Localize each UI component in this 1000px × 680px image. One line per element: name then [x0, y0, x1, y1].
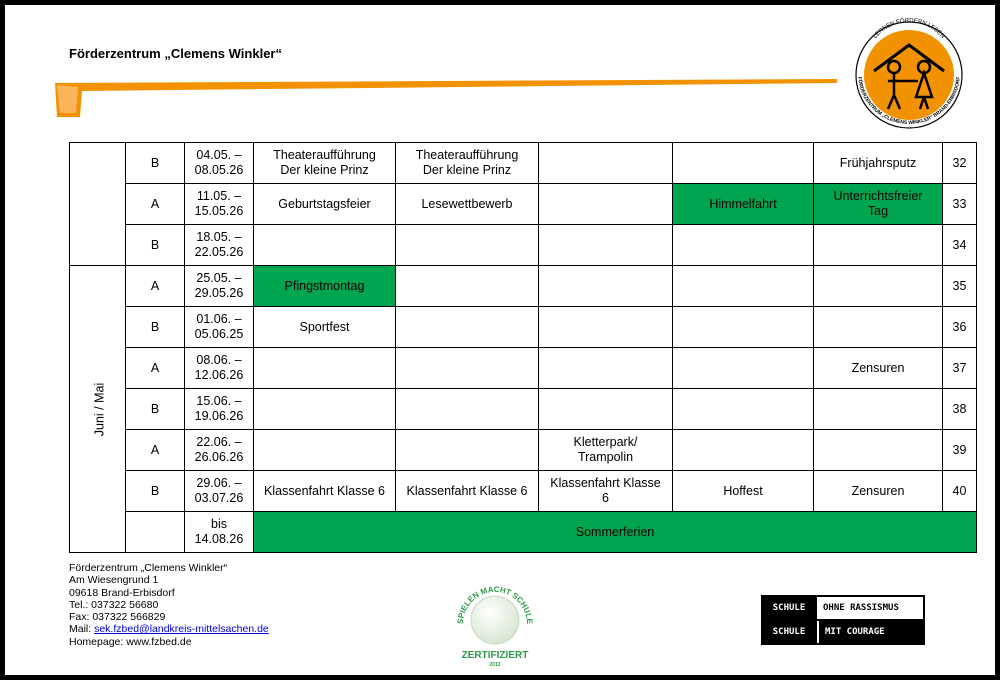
school-logo [848, 11, 970, 133]
event-cell: Theateraufführung Der kleine Prinz [396, 143, 539, 184]
event-cell [814, 307, 943, 348]
footer-address [69, 562, 269, 648]
event-cell [539, 266, 673, 307]
week-number-cell: 33 [943, 184, 977, 225]
event-cell: Kletterpark/ Trampolin [539, 430, 673, 471]
event-cell: Theateraufführung Der kleine Prinz [254, 143, 396, 184]
week-number-cell: 32 [943, 143, 977, 184]
footer-mail-label: Mail: [69, 623, 95, 636]
event-cell [396, 225, 539, 266]
logo-ring-text: FÖRDERZENTRUM „CLEMENS WINKLER“ BRAND-ERBISDORF [856, 76, 962, 127]
event-cell [254, 225, 396, 266]
summer-holiday-cell: Sommerferien [254, 512, 977, 553]
date-cell: 15.06. – 19.06.26 [185, 389, 254, 430]
event-cell [673, 225, 814, 266]
footer-city: 09618 Brand-Erbisdorf [69, 586, 175, 599]
table-row [70, 266, 977, 307]
week-type-cell: A [126, 184, 185, 225]
week-type-cell: A [126, 348, 185, 389]
week-type-cell: B [126, 143, 185, 184]
event-cell: Sportfest [254, 307, 396, 348]
week-number-cell: 34 [943, 225, 977, 266]
footer-phone: Tel.: 037322 56680 [69, 598, 159, 611]
event-cell [673, 266, 814, 307]
date-cell: 22.06. – 26.06.26 [185, 430, 254, 471]
sor-row1-left: SCHULE [763, 597, 817, 619]
week-number-cell: 40 [943, 471, 977, 512]
event-cell [539, 389, 673, 430]
date-cell: bis 14.08.26 [185, 512, 254, 553]
week-number-cell: 37 [943, 348, 977, 389]
week-number-cell: 39 [943, 430, 977, 471]
event-cell [396, 266, 539, 307]
week-number-cell: 35 [943, 266, 977, 307]
table-row [70, 471, 977, 512]
month-label: Juni / Mai [92, 382, 107, 436]
event-cell [539, 307, 673, 348]
event-cell [254, 389, 396, 430]
date-cell: 08.06. – 12.06.26 [185, 348, 254, 389]
table-row [70, 143, 977, 184]
event-cell: Zensuren [814, 471, 943, 512]
logo-arc-text: LERNEN FÖRDERN LEBEN [872, 18, 946, 40]
event-cell [673, 389, 814, 430]
event-cell: Hoffest [673, 471, 814, 512]
event-cell [673, 143, 814, 184]
footer-mail-link[interactable]: sek.fzbed@landkreis-mittelsachen.de [94, 623, 269, 636]
event-cell [254, 430, 396, 471]
date-cell: 01.06. – 05.06.25 [185, 307, 254, 348]
table-row [70, 389, 977, 430]
event-cell [254, 348, 396, 389]
date-cell: 18.05. – 22.05.26 [185, 225, 254, 266]
table-row [70, 307, 977, 348]
event-cell: Klassenfahrt Klasse 6 [254, 471, 396, 512]
badge-arc-text: SPIELEN MACHT SCHULE [455, 584, 535, 625]
week-type-cell [126, 512, 185, 553]
table-row [70, 225, 977, 266]
week-type-cell: B [126, 307, 185, 348]
footer-name: Förderzentrum „Clemens Winkler“ [69, 562, 228, 574]
event-cell: Klassenfahrt Klasse 6 [539, 471, 673, 512]
week-type-cell: B [126, 225, 185, 266]
event-cell [673, 307, 814, 348]
week-number-cell: 38 [943, 389, 977, 430]
badge-certified-label: ZERTIFIZIERT [461, 650, 529, 661]
event-cell [814, 266, 943, 307]
header-title: Förderzentrum „Clemens Winkler“ [69, 46, 282, 61]
event-cell [396, 389, 539, 430]
event-cell: Lesewettbewerb [396, 184, 539, 225]
date-cell: 25.05. – 29.05.26 [185, 266, 254, 307]
event-cell [539, 143, 673, 184]
week-type-cell: A [126, 430, 185, 471]
footer-homepage: Homepage: www.fzbed.de [69, 635, 192, 648]
event-cell [673, 348, 814, 389]
date-cell: 29.06. – 03.07.26 [185, 471, 254, 512]
footer-street: Am Wiesengrund 1 [69, 574, 159, 587]
table-row [70, 430, 977, 471]
event-cell: Frühjahrsputz [814, 143, 943, 184]
schule-ohne-rassismus-badge [761, 595, 925, 645]
sor-row2-left: SCHULE [763, 621, 817, 643]
badge-year: 2012 [489, 662, 501, 668]
holiday-cell: Unterrichtsfreier Tag [814, 184, 943, 225]
date-cell: 11.05. – 15.05.26 [185, 184, 254, 225]
event-cell [396, 307, 539, 348]
event-cell [539, 184, 673, 225]
sor-row1-right: OHNE RASSISMUS [817, 597, 923, 619]
schedule-table [69, 142, 977, 553]
table-row [70, 184, 977, 225]
week-type-cell: A [126, 266, 185, 307]
event-cell [396, 430, 539, 471]
table-row [70, 512, 977, 553]
month-cell [70, 143, 126, 266]
event-cell [539, 225, 673, 266]
date-cell: 04.05. – 08.05.26 [185, 143, 254, 184]
month-cell [70, 266, 126, 553]
event-cell [814, 389, 943, 430]
header-swoosh-graphic [52, 75, 842, 123]
footer-mail-line [69, 623, 269, 635]
event-cell: Zensuren [814, 348, 943, 389]
week-type-cell: B [126, 389, 185, 430]
event-cell [673, 430, 814, 471]
footer-fax: Fax: 037322 566829 [69, 611, 166, 624]
sor-row2-right: MIT COURAGE [817, 621, 923, 643]
week-type-cell: B [126, 471, 185, 512]
event-cell: Klassenfahrt Klasse 6 [396, 471, 539, 512]
event-cell [396, 348, 539, 389]
event-cell [539, 348, 673, 389]
event-cell [814, 430, 943, 471]
event-cell: Geburtstagsfeier [254, 184, 396, 225]
table-row [70, 348, 977, 389]
holiday-cell: Himmelfahrt [673, 184, 814, 225]
event-cell [814, 225, 943, 266]
week-number-cell: 36 [943, 307, 977, 348]
holiday-cell: Pfingstmontag [254, 266, 396, 307]
spielen-macht-schule-badge [445, 580, 545, 670]
